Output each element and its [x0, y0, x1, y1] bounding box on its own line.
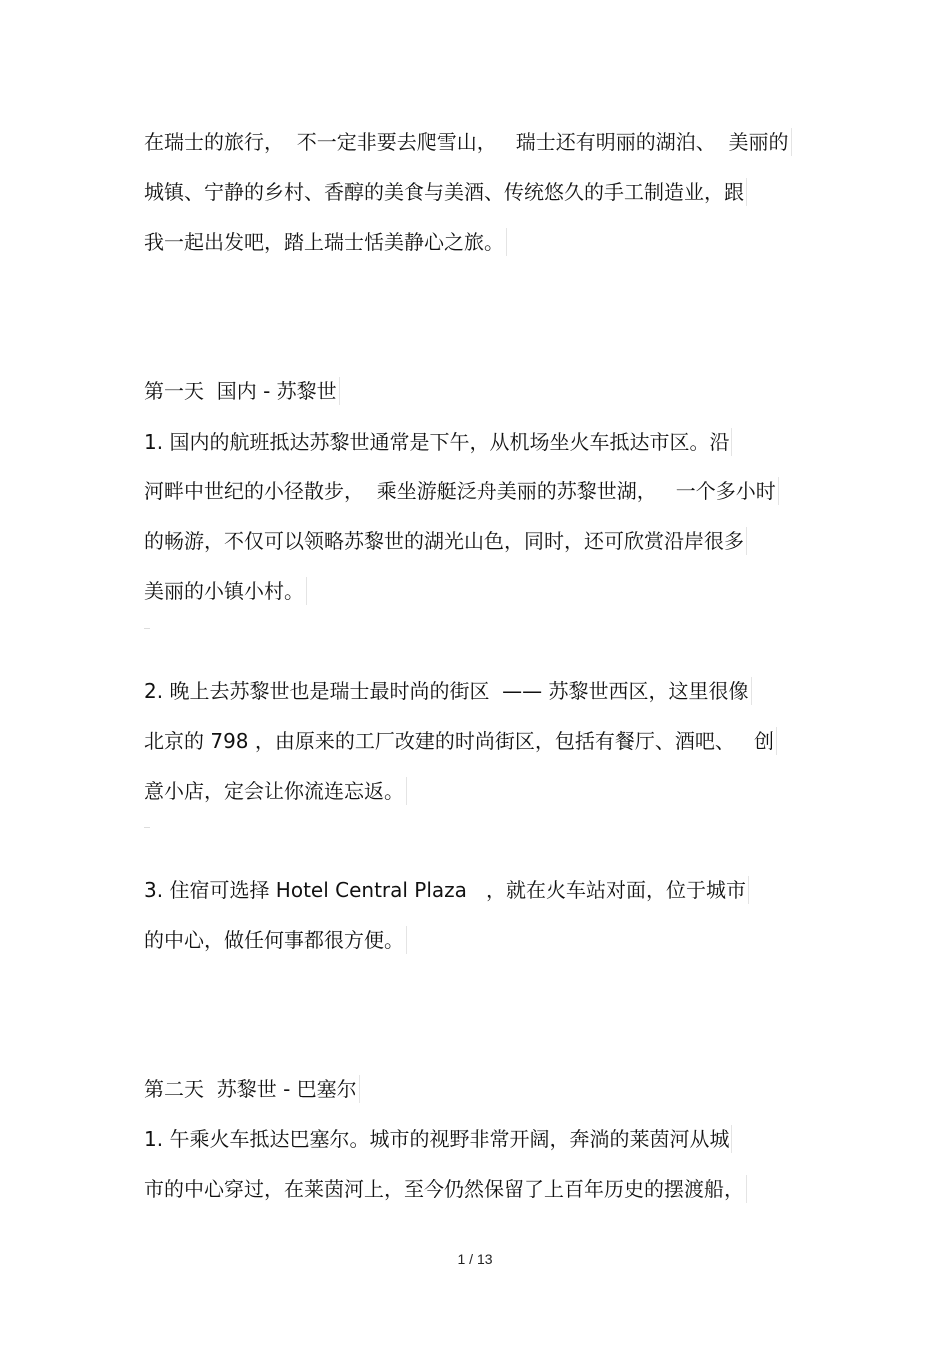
- paragraph-divider-mark: [144, 628, 150, 629]
- day2-item1-line-1: 1. 午乘火车抵达巴塞尔。城市的视野非常开阔，奔淌的莱茵河从城: [144, 1125, 732, 1153]
- day1-item3-line-1: 3. 住宿可选择 Hotel Central Plaza ，就在火车站对面，位于城市: [144, 876, 749, 904]
- intro-line-3: 我一起出发吧，踏上瑞士恬美静心之旅。: [144, 228, 507, 256]
- day1-item1-line-4: 美丽的小镇小村。: [144, 577, 307, 605]
- day2-item1-line-2: 市的中心穿过，在莱茵河上，至今仍然保留了上百年历史的摆渡船，: [144, 1175, 747, 1203]
- paragraph-divider-mark: [144, 827, 150, 828]
- day1-heading: 第一天 国内 - 苏黎世: [144, 377, 340, 405]
- day1-item2-line-3: 意小店，定会让你流连忘返。: [144, 777, 407, 805]
- day1-item3-line-2: 的中心，做任何事都很方便。: [144, 926, 407, 954]
- page-indicator: 1 / 13: [457, 1251, 493, 1267]
- day2-heading: 第二天 苏黎世 - 巴塞尔: [144, 1075, 360, 1103]
- day1-item2-line-1: 2. 晚上去苏黎世也是瑞士最时尚的街区 —— 苏黎世西区，这里很像: [144, 677, 752, 705]
- day1-item2-line-2: 北京的 798 ，由原来的工厂改建的时尚街区，包括有餐厅、酒吧、 创: [144, 727, 777, 755]
- day1-item1-line-3: 的畅游，不仅可以领略苏黎世的湖光山色，同时，还可欣赏沿岸很多: [144, 527, 747, 555]
- intro-line-1: 在瑞士的旅行， 不一定非要去爬雪山， 瑞士还有明丽的湖泊、 美丽的: [144, 128, 792, 156]
- day1-item1-line-2: 河畔中世纪的小径散步， 乘坐游艇泛舟美丽的苏黎世湖， 一个多小时: [144, 477, 779, 505]
- day1-item1-line-1: 1. 国内的航班抵达苏黎世通常是下午，从机场坐火车抵达市区。沿: [144, 428, 732, 456]
- intro-line-2: 城镇、宁静的乡村、香醇的美食与美酒、传统悠久的手工制造业，跟: [144, 178, 747, 206]
